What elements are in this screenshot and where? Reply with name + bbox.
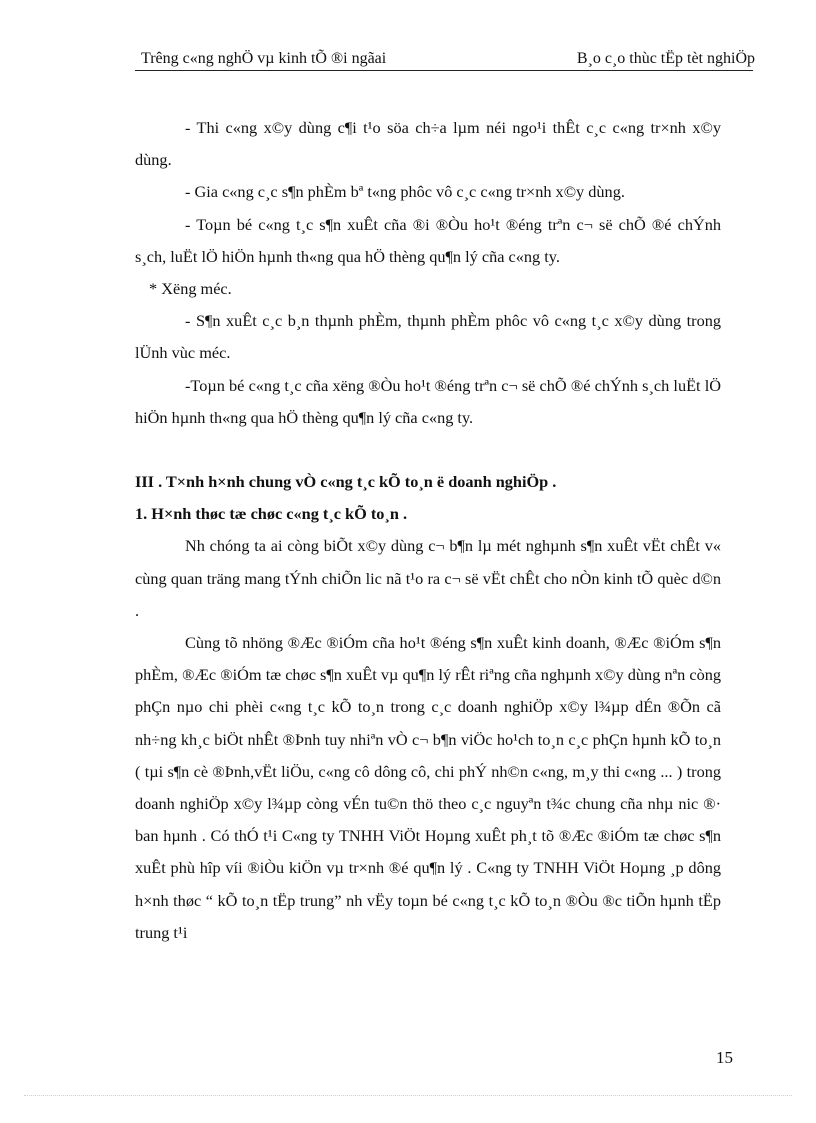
header-divider — [135, 70, 753, 71]
running-header — [135, 46, 755, 72]
paragraph-construction-repair: - Thi c«ng x©y dùng c¶i t¹o söa ch÷a lµm néi ngo¹i thÊt c¸c c«ng tr×nh x©y dùng. — [135, 118, 721, 170]
paragraph-concrete-processing: - Gia c«ng c¸c s¶n phÈm bª t«ng phôc vô c¸c c«ng tr×nh x©y dùng. — [185, 182, 625, 202]
paragraph-accounting-characteristics: Cùng tõ nhöng ®Æc ®iÓm cña ho¹t ®éng s¶n xuÊt kinh doanh, ®Æc ®iÓm s¶n phÈm, ®Æc ®iÓm tæ chøc s¶n xuÊt vµ qu¶n lý rÊt riªng cña nghµnh x©y dùng nªn còng phÇn nµo chi phèi c«ng t¸c kÕ to¸n trong c¸c doanh nghiÖp x©y l¾µp dÉn ®Õn cã nh÷ng kh¸c biÖt nhÊt ®Þnh tuy nhiªn vÒ c¬ b¶n viÖc ho¹ch to¸n c¸c phÇn hµnh kÕ to¸n ( tµi s¶n cè ®Þnh,vËt liÖu, c«ng cô dông cô, chi phÝ nh©n c«ng, m¸y thi c«ng ... ) trong doanh nghiÖp x©y l¾µp còng vÉn tu©n thö theo c¸c nguyªn t¾c chung cña nhµ nic ®· ban hµnh . Có thÓ t¹i C«ng ty TNHH ViÖt Hoµng xuÊt ph¸t tõ ®Æc ®iÓm tæ chøc s¶n xuÊt phù hîp víi ®iÒu kiÖn vµ tr×nh ®é qu¶n lý . C«ng ty TNHH ViÖt Hoµng ¸p dông h×nh thøc “ kÕ to¸n tËp trung” nh vËy toµn bé c«ng t¸c kÕ to¸n ®Òu ®c tiÕn hµnh tËp trung t¹i — [135, 633, 721, 942]
body-text — [135, 112, 721, 949]
paragraph-production-policy: - Toµn bé c«ng t¸c s¶n xuÊt cña ®i ®Òu ho¹t ®éng trªn c¬ së chÕ ®é chÝnh s¸ch, luËt lÖ hiÖn hµnh th«ng qua hÖ thèng qu¶n lý cña c«ng ty. — [135, 214, 721, 266]
section-gap — [135, 434, 721, 466]
footer-divider — [24, 1095, 792, 1096]
page-number: 15 — [716, 1048, 733, 1067]
subsection-heading: 1. H×nh thøc tæ chøc c«ng t¸c kÕ to¸n . — [135, 504, 408, 524]
header-school-name: Trêng c«ng nghÖ vµ kinh tÕ ®i ngãai — [141, 50, 387, 67]
paragraph-wood-production: - S¶n xuÊt c¸c b¸n thµnh phÈm, thµnh phÈm phôc vô c«ng t¸c x©y dùng trong lÜnh vùc méc. — [135, 311, 721, 363]
header-report-title: B¸o c¸o thùc tËp tèt nghiÖp — [576, 50, 755, 67]
section-heading: III . T×nh h×nh chung vÒ c«ng t¸c kÕ to¸n ë doanh nghiÖp . — [135, 472, 557, 492]
paragraph-workshop-policy: -Toµn bé c«ng t¸c cña xëng ®Òu ho¹t ®éng trªn c¬ së chÕ ®é chÝnh s¸ch luËt lÖ hiÖn hµnh th«ng qua hÖ thèng qu¶n lý cña c«ng ty. — [135, 375, 721, 427]
paragraph-construction-industry: Nh chóng ta ai còng biÕt x©y dùng c¬ b¶n lµ mét nghµnh s¶n xuÊt vËt chÊt v« cùng quan träng mang tÝnh chiÕn lic nã t¹o ra c¬ së vËt chÊt cho nÒn kinh tÕ quèc d©n . — [135, 536, 721, 620]
paragraph-workshop-heading: * Xëng méc. — [149, 279, 232, 299]
